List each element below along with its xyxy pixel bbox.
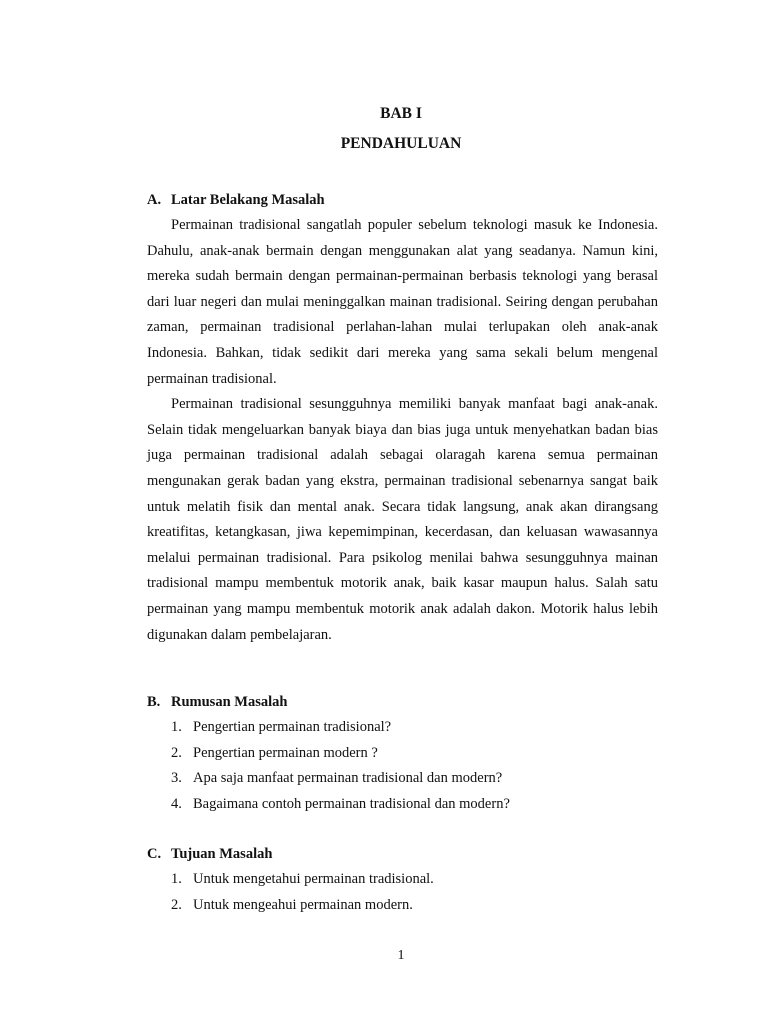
- list-item: 3. Apa saja manfaat permainan tradisional dan modern?: [171, 770, 503, 787]
- paragraph-2: Permainan tradisional sesungguhnya memiliki banyak manfaat bagi anak-anak. Selain tidak mengeluarkan banyak biaya dan bias juga untuk menyehatkan badan bias juga permainan tradisional adalah sebagai olaragah karena semua permainan mengunakan gerak badan yang ekstra, permainan tradisional sebenarnya sangat baik untuk melatih fisik dan mental anak. Secara tidak langsung, anak akan dirangsang kreatifitas, ketangkasan, jiwa kepemimpinan, kecerdasan, dan keluasan wawasannya melalui permainan tradisional. Para psikolog menilai bahwa sesungguhnya mainan tradisional mampu membentuk motorik anak, baik kasar maupun halus. Salah satu permainan yang mampu membentuk motorik anak adalah dakon. Motorik halus lebih digunakan dalam pembelajaran.: [147, 396, 658, 643]
- section-a-body: [147, 213, 658, 648]
- list-item: 2. Untuk mengeahui permainan modern.: [171, 896, 413, 913]
- paragraph-1: Permainan tradisional sangatlah populer sebelum teknologi masuk ke Indonesia. Dahulu, anak-anak bermain dengan menggunakan alat yang seadanya. Namun kini, mereka sudah bermain dengan permainan-permainan berbasis teknologi yang berasal dari luar negeri dan mulai meninggalkan mainan tradisional. Seiring dengan perubahan zaman, permainan tradisional perlahan-lahan mulai terlupakan oleh anak-anak Indonesia. Bahkan, tidak sedikit dari mereka yang sama sekali belum mengenal permainan tradisional.: [147, 217, 658, 387]
- section-b-label: B.: [147, 694, 161, 710]
- section-c-label: C.: [147, 846, 162, 862]
- page-number: 1: [397, 948, 405, 963]
- tujuan-list: [171, 867, 658, 918]
- list-item: 2. Pengertian permainan modern ?: [171, 744, 378, 761]
- list-item: 4. Bagaimana contoh permainan tradisional dan modern?: [171, 795, 510, 812]
- section-a-label: A.: [147, 192, 162, 208]
- section-c-heading: [147, 846, 272, 863]
- chapter-number: BAB I: [380, 105, 422, 122]
- rumusan-list: [171, 715, 658, 817]
- section-b-heading: [147, 694, 287, 711]
- section-a-title: Latar Belakang Masalah: [171, 192, 325, 208]
- section-a-heading: [147, 192, 325, 209]
- chapter-title: PENDAHULUAN: [340, 135, 462, 152]
- section-b-title: Rumusan Masalah: [171, 694, 288, 710]
- list-item: 1. Pengertian permainan tradisional?: [171, 719, 392, 735]
- list-item: 1. Untuk mengetahui permainan tradisional.: [171, 871, 434, 887]
- section-c-title: Tujuan Masalah: [171, 846, 273, 862]
